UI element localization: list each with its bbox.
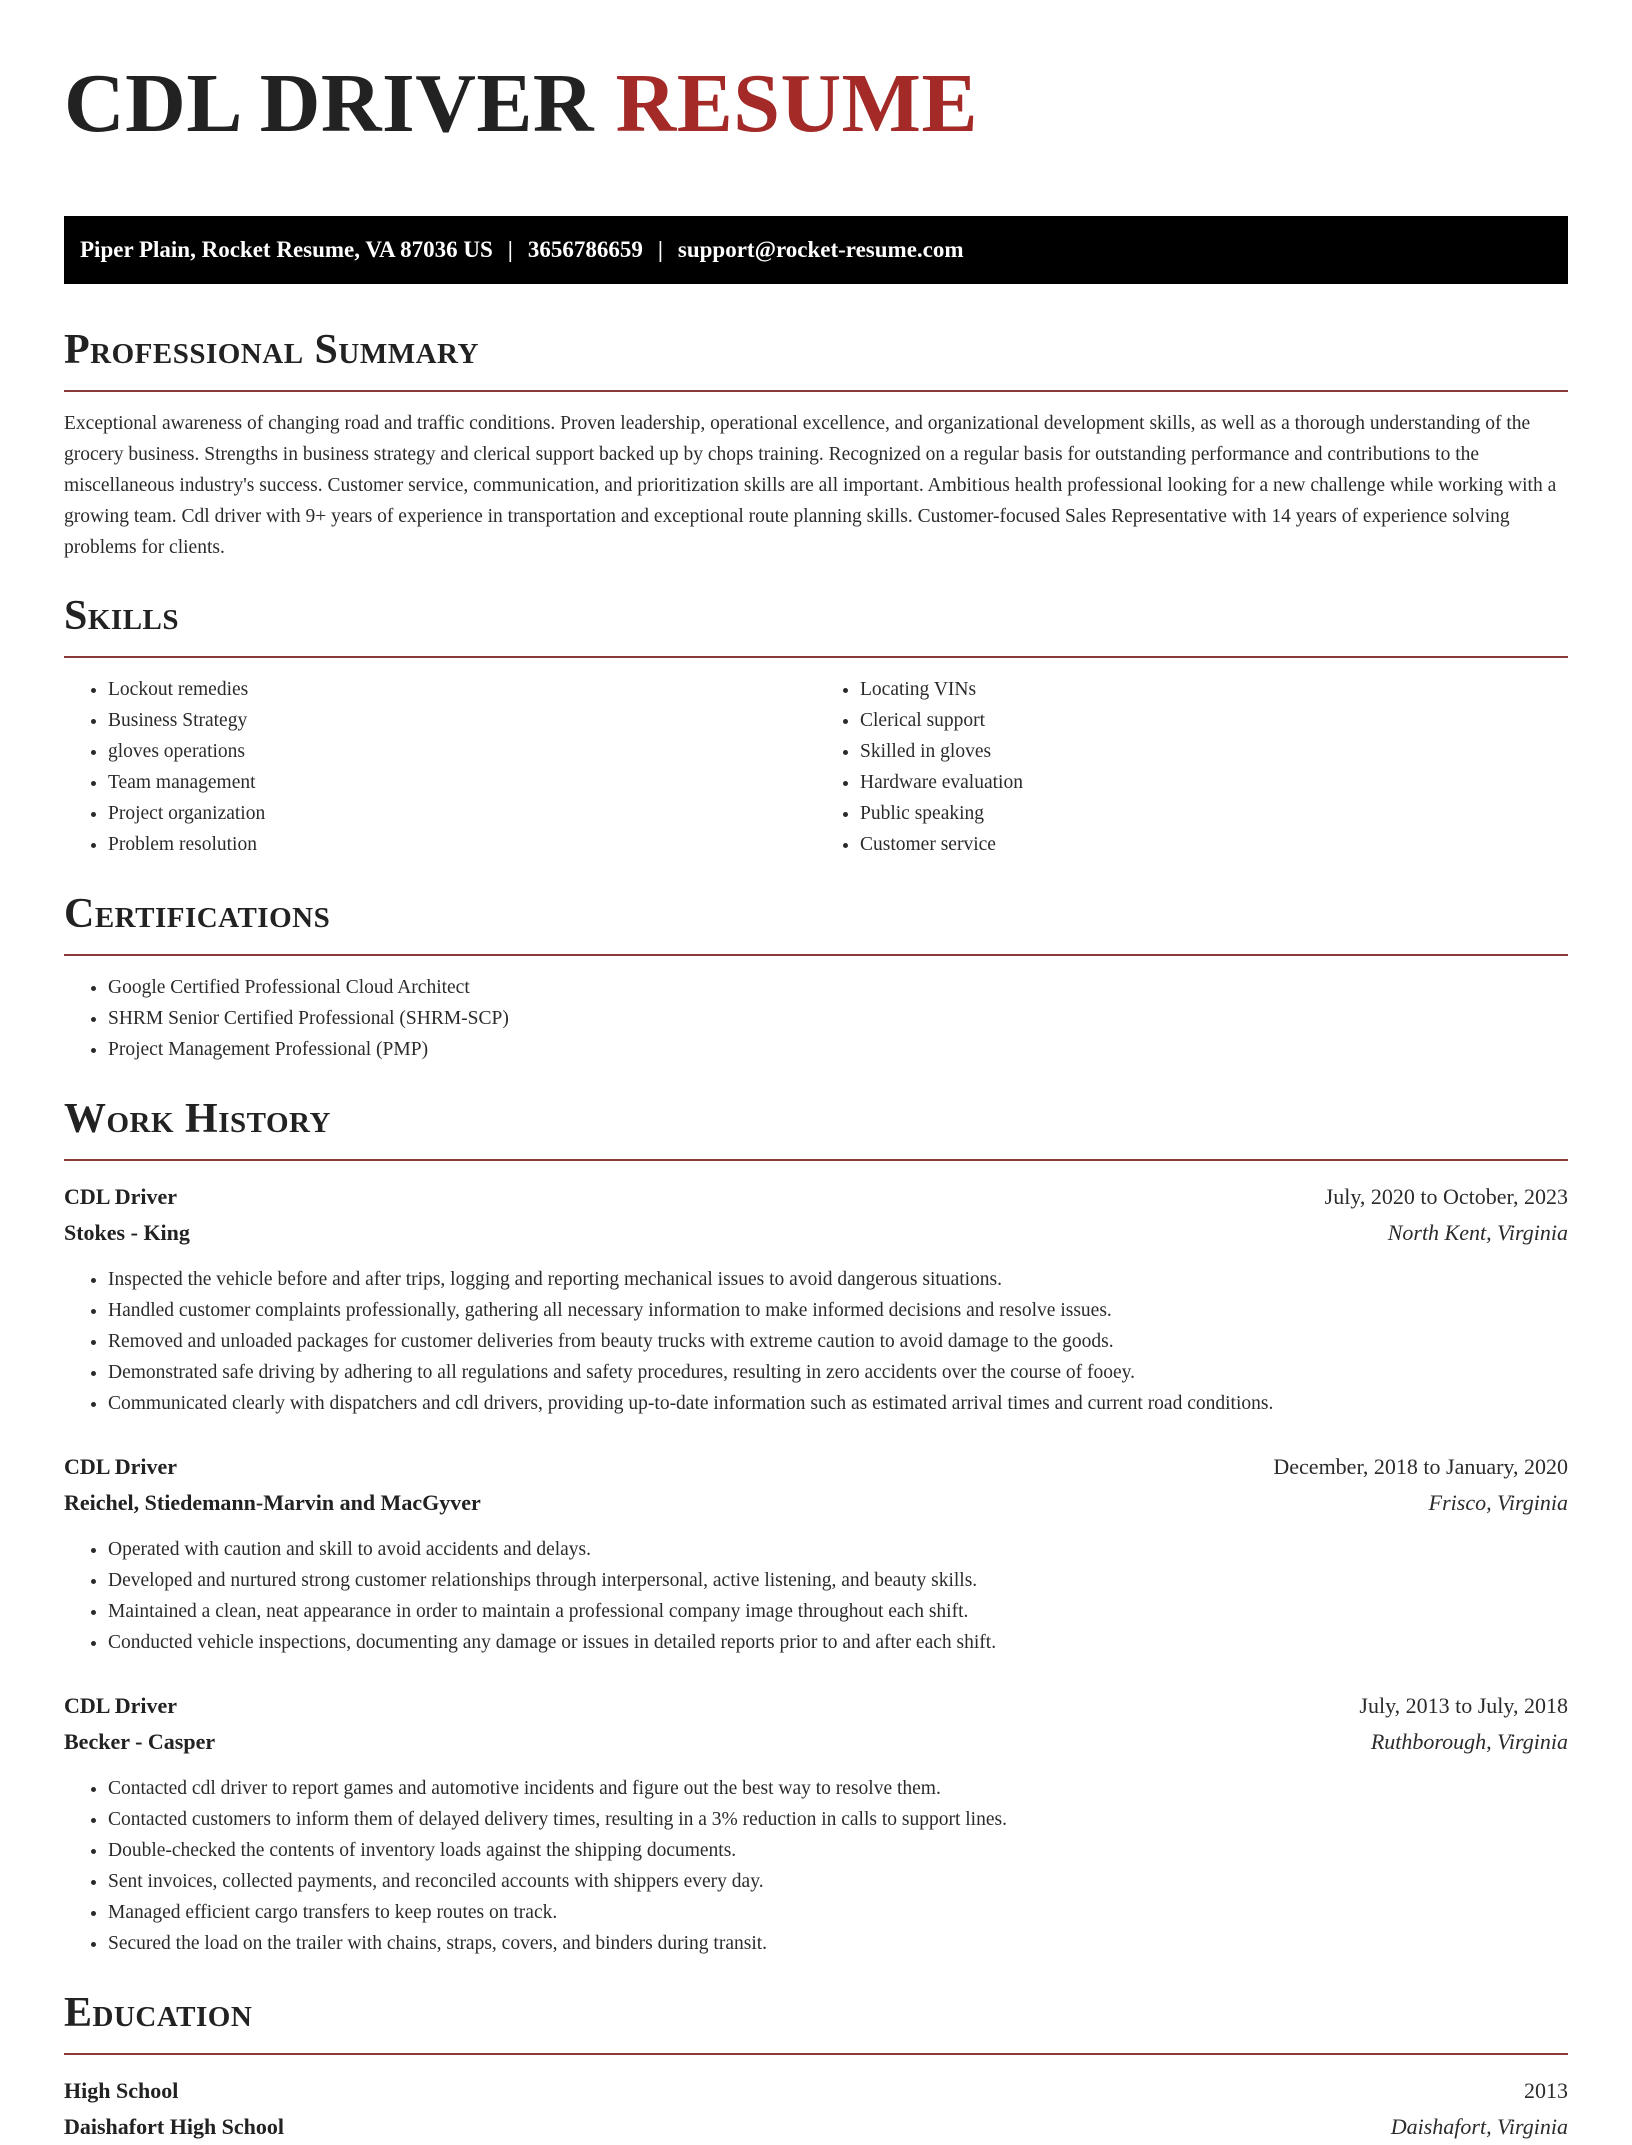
- job-entry: [64, 1449, 1568, 1658]
- job-bullet: • Communicated clearly with dispatchers and cdl drivers, providing up-to-date information such as estimated arrival times and current road conditions.: [108, 1388, 1568, 1419]
- job-entry: [64, 1688, 1568, 1959]
- education-location: Daishafort, Virginia: [1390, 2114, 1568, 2139]
- job-dates: July, 2020 to October, 2023: [1324, 1184, 1568, 1209]
- skill-item: • gloves operations: [108, 736, 816, 767]
- education-section: [64, 1987, 1568, 2145]
- job-title: CDL Driver: [64, 1454, 178, 1479]
- education-entry: [64, 2073, 1568, 2145]
- summary-section: [64, 324, 1568, 563]
- skill-item: • Skilled in gloves: [860, 736, 1568, 767]
- summary-heading: Professional Summary: [64, 327, 479, 373]
- education-heading: Education: [64, 1990, 253, 2036]
- skill-item: • Customer service: [860, 829, 1568, 860]
- job-bullet: • Handled customer complaints professionally, gathering all necessary information to make informed decisions and resolve issues.: [108, 1295, 1568, 1326]
- job-title: CDL Driver: [64, 1693, 178, 1718]
- job-bullet: • Developed and nurtured strong customer relationships through interpersonal, active listening, and beauty skills.: [108, 1565, 1568, 1596]
- job-bullet: • Operated with caution and skill to avoid accidents and delays.: [108, 1534, 1568, 1565]
- job-bullet: • Sent invoices, collected payments, and reconciled accounts with shippers every day.: [108, 1866, 1568, 1897]
- job-bullet: • Contacted cdl driver to report games and automotive incidents and figure out the best way to resolve them.: [108, 1773, 1568, 1804]
- certifications-section: [64, 888, 1568, 1065]
- skill-item: • Team management: [108, 767, 816, 798]
- education-school: Daishafort High School: [64, 2114, 285, 2139]
- job-bullet: • Managed efficient cargo transfers to keep routes on track.: [108, 1897, 1568, 1928]
- job-title: CDL Driver: [64, 1184, 178, 1209]
- contact-separator: |: [657, 237, 663, 262]
- job-location: Ruthborough, Virginia: [1370, 1729, 1568, 1754]
- skill-item: • Project organization: [108, 798, 816, 829]
- section-divider: [64, 390, 1568, 392]
- job-bullet: • Conducted vehicle inspections, documenting any damage or issues in detailed reports prior to and after each shift.: [108, 1627, 1568, 1658]
- job-dates: December, 2018 to January, 2020: [1273, 1454, 1568, 1479]
- title-part-1: CDL DRIVER: [64, 57, 595, 150]
- job-bullet: • Inspected the vehicle before and after trips, logging and reporting mechanical issues to avoid dangerous situations.: [108, 1264, 1568, 1295]
- certification-item: • Project Management Professional (PMP): [108, 1034, 1568, 1065]
- skill-item: • Clerical support: [860, 705, 1568, 736]
- skill-item: • Public speaking: [860, 798, 1568, 829]
- skill-item: • Business Strategy: [108, 705, 816, 736]
- skills-section: [64, 590, 1568, 860]
- job-bullet: • Contacted customers to inform them of delayed delivery times, resulting in a 3% reduction in calls to support lines.: [108, 1804, 1568, 1835]
- job-location: Frisco, Virginia: [1428, 1490, 1568, 1515]
- work-history-section: [64, 1093, 1568, 1959]
- skills-list-left: [64, 674, 816, 860]
- job-entry: [64, 1179, 1568, 1419]
- section-divider: [64, 656, 1568, 658]
- section-divider: [64, 2053, 1568, 2055]
- skills-list-right: [816, 674, 1568, 860]
- job-dates: July, 2013 to July, 2018: [1359, 1693, 1568, 1718]
- skill-item: • Lockout remedies: [108, 674, 816, 705]
- section-divider: [64, 954, 1568, 956]
- job-bullets: [64, 1534, 1568, 1658]
- contact-address: Piper Plain, Rocket Resume, VA 87036 US: [80, 237, 493, 262]
- education-year: 2013: [1524, 2078, 1568, 2103]
- job-bullet: • Demonstrated safe driving by adhering to all regulations and safety procedures, resulting in zero accidents over the course of fooey.: [108, 1357, 1568, 1388]
- skill-item: • Hardware evaluation: [860, 767, 1568, 798]
- job-bullet: • Double-checked the contents of inventory loads against the shipping documents.: [108, 1835, 1568, 1866]
- work-history-heading: Work History: [64, 1096, 331, 1142]
- skills-heading: Skills: [64, 593, 180, 639]
- job-company: Reichel, Stiedemann-Marvin and MacGyver: [64, 1490, 481, 1515]
- skill-item: • Locating VINs: [860, 674, 1568, 705]
- certification-item: • SHRM Senior Certified Professional (SHRM-SCP): [108, 1003, 1568, 1034]
- certifications-list: [64, 972, 1568, 1065]
- certification-item: • Google Certified Professional Cloud Architect: [108, 972, 1568, 1003]
- job-bullets: [64, 1264, 1568, 1419]
- contact-separator: |: [507, 237, 513, 262]
- job-bullet: • Maintained a clean, neat appearance in order to maintain a professional company image throughout each shift.: [108, 1596, 1568, 1627]
- job-company: Stokes - King: [64, 1220, 190, 1245]
- education-degree: High School: [64, 2078, 179, 2103]
- summary-text: Exceptional awareness of changing road and traffic conditions. Proven leadership, operational excellence, and organizational development skills, as well as a thorough understanding of the grocery business. Strengths in business strategy and clerical support backed up by chops training. Recognized on a regular basis for outstanding performance and contributions to the miscellaneous industry's success. Customer service, communication, and prioritization skills are all important. Ambitious health professional looking for a new challenge while working with a growing team. Cdl driver with 9+ years of experience in transportation and exceptional route planning skills. Customer-focused Sales Representative with 14 years of experience solving problems for clients.: [64, 413, 1557, 558]
- job-bullets: [64, 1773, 1568, 1959]
- job-bullet: • Secured the load on the trailer with chains, straps, covers, and binders during transit.: [108, 1928, 1568, 1959]
- section-divider: [64, 1159, 1568, 1161]
- certifications-heading: Certifications: [64, 891, 331, 937]
- job-bullet: • Removed and unloaded packages for customer deliveries from beauty trucks with extreme caution to avoid damage to the goods.: [108, 1326, 1568, 1357]
- job-company: Becker - Casper: [64, 1729, 216, 1754]
- resume-title: [64, 0, 1568, 176]
- skill-item: • Problem resolution: [108, 829, 816, 860]
- contact-phone: 3656786659: [527, 237, 643, 262]
- contact-email: support@rocket-resume.com: [677, 237, 964, 262]
- job-location: North Kent, Virginia: [1387, 1220, 1568, 1245]
- contact-bar: [64, 216, 1568, 284]
- title-part-2: RESUME: [615, 57, 978, 150]
